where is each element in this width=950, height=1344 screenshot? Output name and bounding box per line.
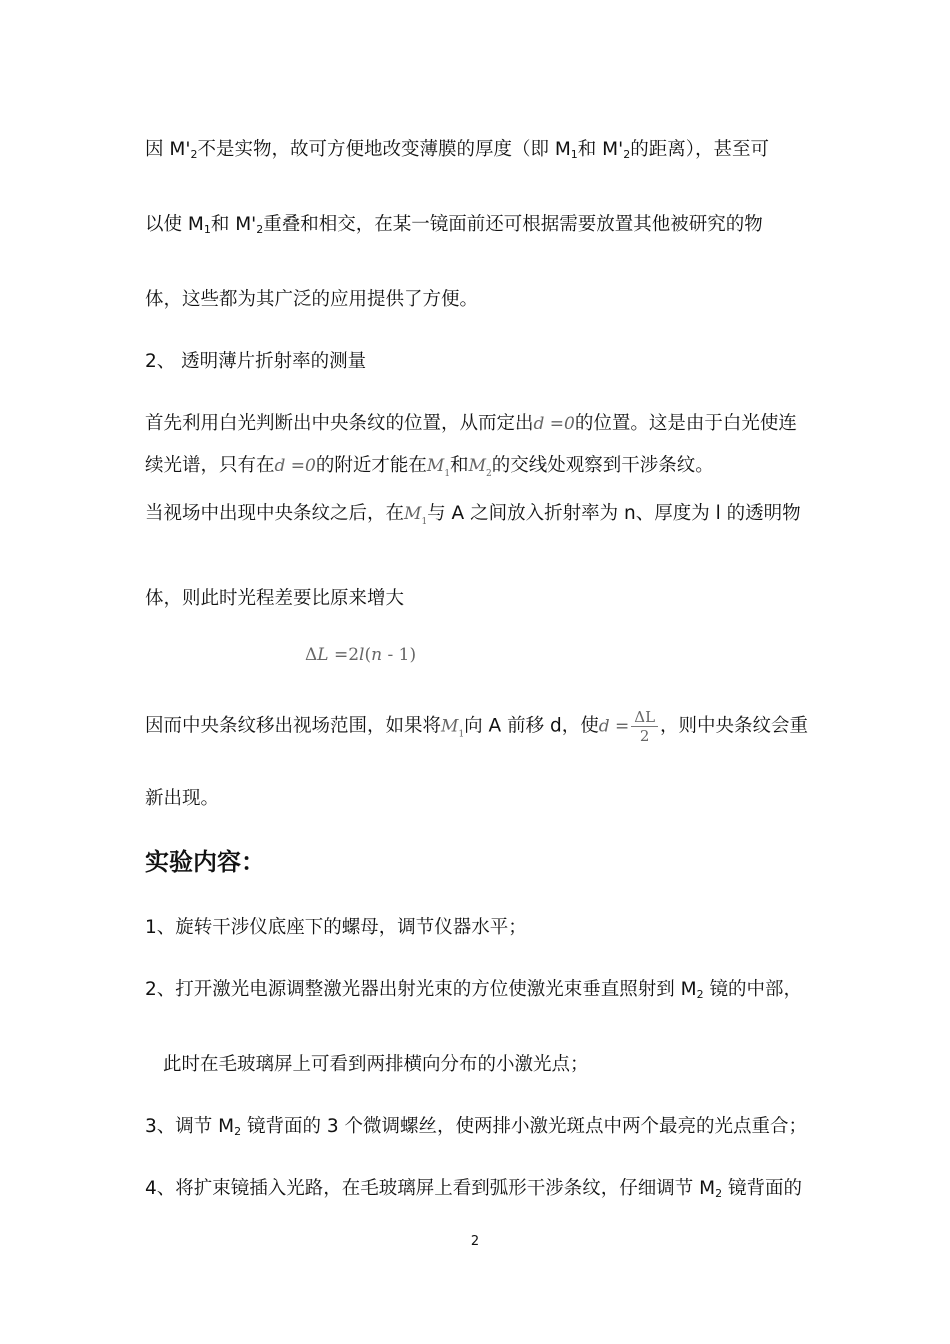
step-item: [145, 1176, 802, 1207]
math-fraction: [631, 708, 658, 745]
display-formula: [305, 645, 416, 665]
math-symbol: (: [364, 645, 372, 665]
paragraph-line: [145, 212, 763, 243]
text-run: 以使 M: [145, 214, 204, 235]
page-number: 2: [470, 1234, 480, 1249]
math-inline: d =0: [533, 414, 575, 434]
text-run: 2、打开激光电源调整激光器出射光束的方位使激光束垂直照射到 M: [145, 979, 697, 1000]
math-symbol: l: [359, 645, 365, 665]
text-run: 首先利用白光判断出中央条纹的位置，从而定出: [145, 413, 534, 434]
math-subscript: 1: [421, 517, 428, 527]
text-run: 和 M': [577, 139, 624, 160]
paragraph-line: 体，则此时光程差要比原来增大: [145, 588, 405, 609]
math-inline: M: [441, 716, 459, 737]
text-run: 的距离），甚至可: [630, 139, 769, 160]
step-item-continuation: 此时在毛玻璃屏上可看到两排横向分布的小激光点；: [163, 1054, 589, 1075]
subscript: 2: [623, 148, 631, 161]
subscript: 2: [234, 1125, 242, 1138]
text-run: 4、将扩束镜插入光路，在毛玻璃屏上看到弧形干涉条纹，仔细调节 M: [145, 1178, 716, 1199]
math-symbol: =2: [328, 645, 360, 665]
step-item: [145, 977, 802, 1008]
text-run: 重叠和相交，在某一镜面前还可根据需要放置其他被研究的物: [263, 214, 763, 235]
paragraph-line: [145, 708, 808, 748]
text-run: 的交线处观察到干涉条纹。: [491, 455, 714, 476]
text-run: 和 M': [210, 214, 257, 235]
subscript: 2: [190, 148, 198, 161]
subscript: 1: [203, 223, 211, 236]
paragraph-line: 体，这些都为其广泛的应用提供了方便。: [145, 289, 479, 310]
subscript: 1: [570, 148, 578, 161]
text-run: 因而中央条纹移出视场范围，如果将: [145, 715, 442, 737]
math-inline: M: [468, 456, 486, 476]
text-run: 向 A 前移 d，使: [464, 715, 599, 737]
subscript: 2: [715, 1187, 723, 1200]
math-subscript: 1: [444, 469, 451, 479]
math-symbol: Δ: [305, 645, 318, 665]
paragraph-line: 新出现。: [145, 788, 220, 809]
paragraph-line: [145, 411, 797, 437]
subscript: 2: [696, 988, 704, 1001]
text-run: 续光谱，只有在: [145, 455, 275, 476]
text-run: 镜的中部，: [703, 979, 803, 1000]
text-run: 镜背面的: [722, 1178, 803, 1199]
math-symbol: L: [317, 645, 329, 665]
step-item: [145, 1114, 807, 1145]
text-run: 3、调节 M: [145, 1116, 235, 1137]
subscript: 2: [256, 223, 264, 236]
math-inline: M: [426, 456, 445, 476]
paragraph-line: [145, 137, 769, 168]
math-symbol: n: [371, 645, 383, 665]
section-heading: 实验内容：: [145, 848, 265, 876]
text-run: 与 A 之间放入折射率为 n、厚度为 l 的透明物: [427, 503, 801, 524]
math-symbol: - 1): [382, 645, 417, 665]
step-item: 1、旋转干涉仪底座下的螺母，调节仪器水平；: [145, 917, 527, 938]
text-run: 因 M': [145, 139, 191, 160]
text-run: 当视场中出现中央条纹之后，在: [145, 503, 405, 524]
text-run: 不是实物，故可方便地改变薄膜的厚度（即 M: [197, 139, 571, 160]
text-run: 的位置。这是由于白光使连: [574, 413, 797, 434]
math-inline: d =0: [274, 456, 316, 476]
paragraph-line: [145, 501, 801, 535]
section-subtitle: 2、 透明薄片折射率的测量: [145, 351, 367, 372]
paragraph-line: [145, 453, 714, 487]
fraction-denominator: 2: [639, 727, 650, 745]
fraction-numerator: ΔL: [631, 708, 658, 727]
math-subscript: 2: [485, 469, 492, 479]
text-run: 镜背面的 3 个微调螺丝，使两排小激光斑点中两个最亮的光点重合；: [241, 1116, 808, 1137]
text-run: 和: [450, 455, 469, 476]
text-run: 的附近才能在: [315, 455, 427, 476]
math-subscript: 1: [458, 729, 465, 740]
text-run: ，则中央条纹会重: [660, 715, 809, 737]
math-inline: M: [404, 504, 422, 524]
math-inline: d =: [598, 716, 630, 737]
